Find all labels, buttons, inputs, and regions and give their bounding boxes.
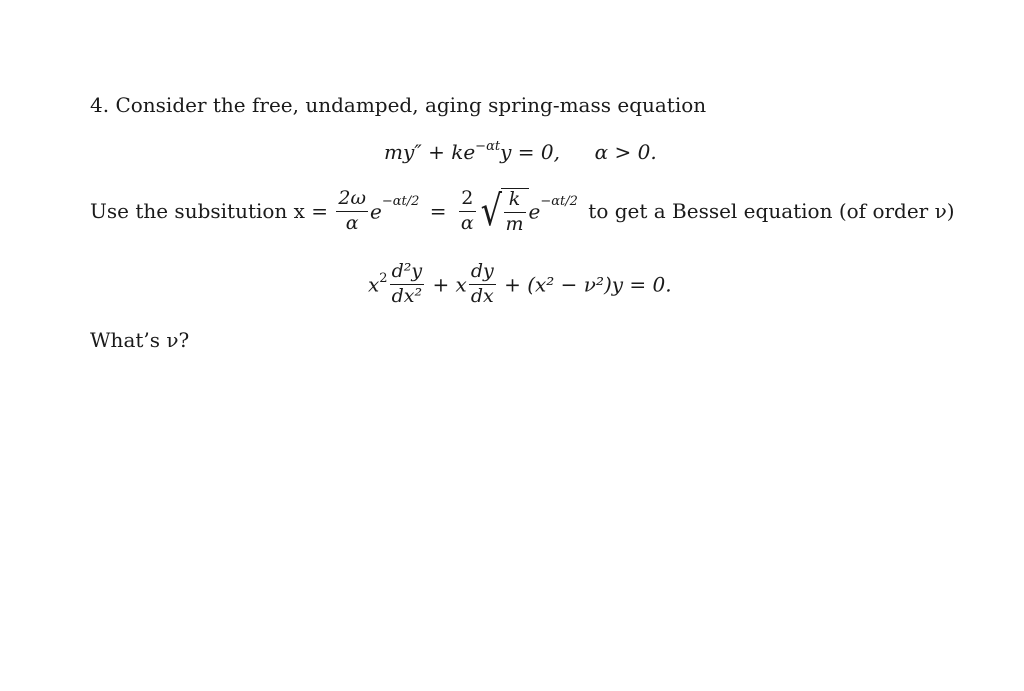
substitution-line: [90, 188, 955, 235]
bessel-x: x: [368, 272, 380, 297]
bessel-equation: [368, 262, 672, 307]
bessel-x-exponent: 2: [379, 270, 388, 286]
sqrt-symbol: √: [480, 186, 502, 236]
substitution-e-1: e: [370, 199, 382, 224]
bessel-fraction-1-numerator: d²y: [390, 262, 425, 285]
substitution-exponent-1: −αt/2: [381, 193, 420, 209]
main-equation-lhs-b: y = 0,: [500, 140, 560, 164]
main-equation-condition: α > 0.: [594, 140, 657, 164]
substitution-fraction-1: [336, 189, 368, 234]
substitution-fraction-1-numerator: 2ω: [336, 189, 368, 212]
substitution-fraction-2: [459, 189, 476, 234]
substitution-prefix: Use the subsitution x =: [90, 199, 329, 224]
substitution-sqrt-numerator: k: [504, 190, 526, 213]
problem-intro: 4. Consider the free, undamped, aging spring-mass equation: [90, 93, 707, 117]
main-equation-lhs-a: my″ + ke: [384, 140, 476, 164]
bessel-fraction-2: [469, 262, 496, 307]
substitution-sqrt-fraction: [504, 190, 526, 235]
substitution-fraction-2-numerator: 2: [459, 189, 476, 212]
bessel-fraction-2-denominator: dx: [470, 284, 494, 307]
substitution-equals: =: [429, 199, 447, 224]
substitution-fraction-1-denominator: α: [345, 211, 359, 234]
substitution-sqrt-denominator: m: [505, 212, 524, 235]
substitution-suffix: to get a Bessel equation (of order ν): [588, 199, 955, 224]
bessel-fraction-1: [390, 262, 425, 307]
main-equation-exponent: −αt: [475, 139, 501, 154]
bessel-tail: + (x² − ν²)y = 0.: [504, 272, 672, 297]
main-equation: [384, 139, 657, 164]
bessel-fraction-2-numerator: dy: [469, 262, 496, 285]
substitution-exponent-2: −αt/2: [540, 193, 578, 209]
bessel-fraction-1-denominator: dx²: [391, 284, 423, 307]
substitution-sqrt: [478, 188, 529, 235]
substitution-e-2: e: [528, 199, 541, 224]
bessel-plus-x: + x: [432, 272, 467, 297]
substitution-fraction-2-denominator: α: [460, 211, 474, 234]
question: What’s ν?: [90, 328, 190, 352]
